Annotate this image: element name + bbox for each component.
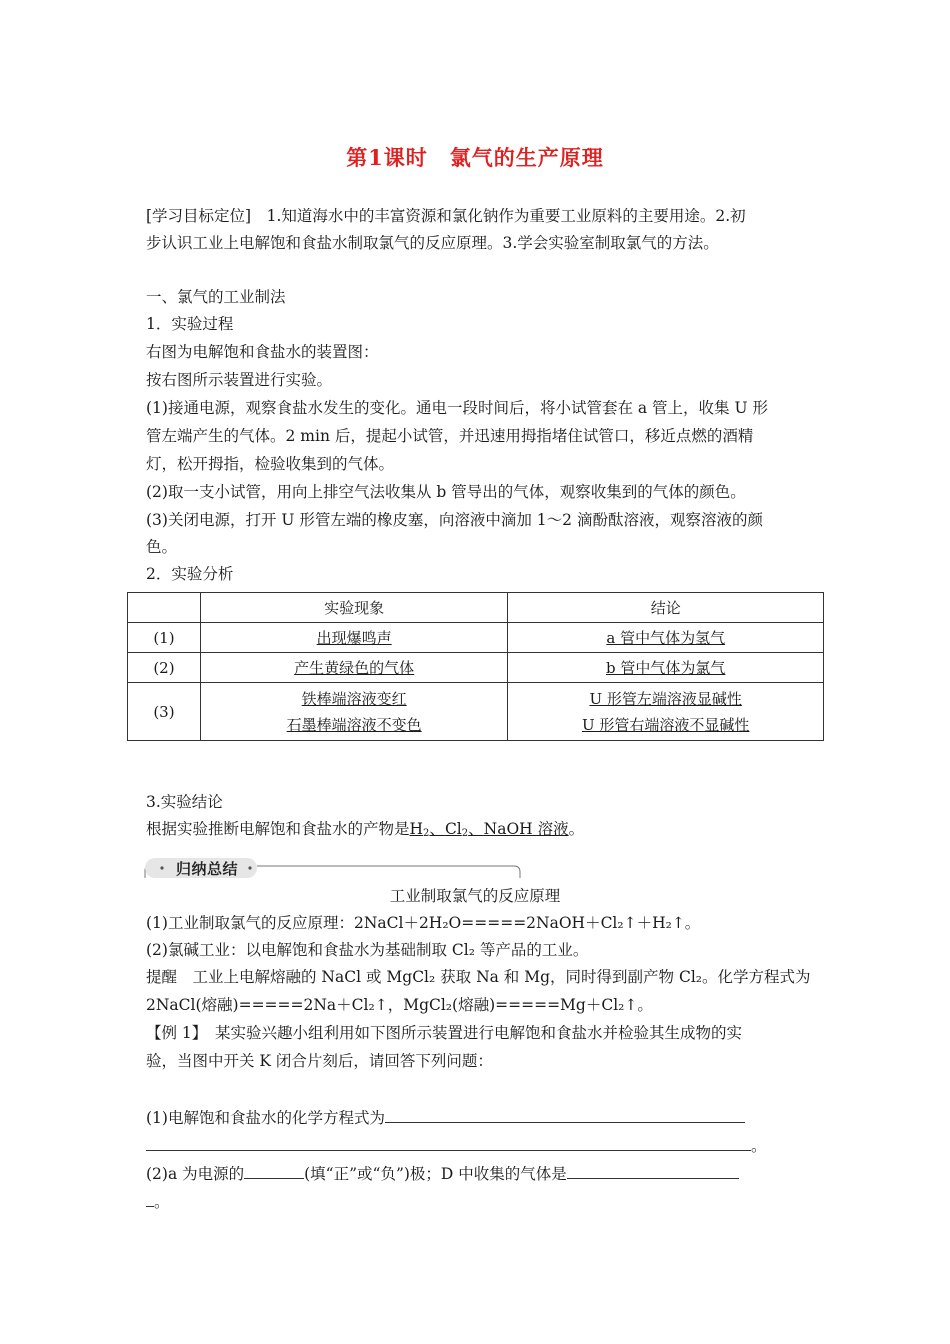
conclusion-cell: U 形管右端溶液不显碱性	[582, 715, 750, 734]
example-line: 验，当图中开关 K 闭合片刻后，请回答下列问题：	[146, 1052, 493, 1070]
step-1-line: 管左端产生的气体。2 min 后，提起小试管，并迅速用拇指堵住试管口，移近点燃的酒精	[146, 427, 754, 445]
lesson-title: 第1课时 氯气的生产原理	[346, 145, 604, 170]
table-row	[128, 623, 824, 653]
objectives-line-1: [学习目标定位] 1.知道海水中的丰富资源和氯化钠作为重要工业原料的主要用途。2.初	[146, 207, 746, 225]
answer-blank[interactable]	[244, 1160, 304, 1179]
table-header-cell	[128, 593, 201, 623]
conclusion-cell: U 形管左端溶液显碱性	[589, 689, 742, 708]
example-line: 【例 1】 某实验兴趣小组利用如下图所示装置进行电解饱和食盐水并检验其生成物的实	[146, 1024, 743, 1042]
question-2: (2)a 为电源的 (填“正”或“负”)极；D 中收集的气体是	[146, 1160, 826, 1187]
phenomenon-cell: 铁棒端溶液变红	[301, 689, 407, 708]
summary-badge: 归纳总结	[176, 860, 239, 878]
question-2-continued: 。	[146, 1188, 826, 1215]
question-1-continued: 。	[146, 1132, 826, 1159]
summary-banner	[142, 856, 524, 880]
phenomenon-cell: 石墨棒端溶液不变色	[286, 715, 422, 734]
answer-blank[interactable]	[567, 1160, 739, 1179]
step-3-line: (3)关闭电源，打开 U 形管左端的橡皮塞，向溶液中滴加 1～2 滴酚酞溶液，观察溶液的颜	[146, 511, 763, 529]
table-header-row	[128, 593, 824, 623]
tip-line: 2NaCl(熔融)=====2Na＋Cl₂↑，MgCl₂(熔融)=====Mg＋Cl₂↑。	[146, 996, 653, 1014]
table-header-cell: 实验现象	[200, 593, 508, 623]
conclusion-cell: b 管中气体为氯气	[606, 658, 726, 677]
row-index: (1)	[128, 623, 201, 653]
objectives-line-2: 步认识工业上电解饱和食盐水制取氯气的反应原理。3.学会实验室制取氯气的方法。	[146, 234, 719, 252]
row-index: (2)	[128, 653, 201, 683]
phenomenon-cell: 出现爆鸣声	[316, 628, 392, 647]
phenomenon-cell: 产生黄绿色的气体	[294, 658, 415, 677]
summary-chlor-alkali: (2)氯碱工业：以电解饱和食盐水为基础制取 Cl₂ 等产品的工业。	[146, 941, 589, 959]
step-2-line: (2)取一支小试管，用向上排空气法收集从 b 管导出的气体，观察收集到的气体的颜色。	[146, 483, 746, 501]
conclusion-text: 根据实验推断电解饱和食盐水的产物是$H_2$、$Cl_2$、NaOH 溶液。	[146, 820, 585, 839]
paragraph: 按右图所示装置进行实验。	[146, 371, 333, 389]
subheading-process: 1．实验过程	[146, 315, 234, 333]
section-heading: 一、氯气的工业制法	[146, 288, 286, 306]
summary-reaction: (1)工业制取氯气的反应原理：2NaCl＋2H₂O=====2NaOH＋Cl₂↑＋H₂↑。	[146, 914, 701, 932]
conclusion-heading: 3.实验结论	[146, 793, 223, 811]
summary-title: 工业制取氯气的反应原理	[389, 887, 561, 905]
table-header-cell: 结论	[508, 593, 824, 623]
question-1: (1)电解饱和食盐水的化学方程式为	[146, 1104, 826, 1131]
paragraph: 右图为电解饱和食盐水的装置图：	[146, 343, 379, 361]
step-1-line: (1)接通电源，观察食盐水发生的变化。通电一段时间后，将小试管套在 a 管上，收集 U 形	[146, 399, 768, 417]
tip-line: 提醒 工业上电解熔融的 NaCl 或 MgCl₂ 获取 Na 和 Mg，同时得到副产物 Cl₂。化学方程式为	[146, 968, 811, 986]
table-row	[128, 683, 824, 741]
analysis-table	[127, 592, 824, 741]
row-index: (3)	[128, 683, 201, 741]
subheading-analysis: 2．实验分析	[146, 565, 234, 583]
answer-blank[interactable]	[385, 1104, 745, 1123]
step-1-line: 灯，松开拇指，检验收集到的气体。	[146, 455, 395, 473]
answer-blank[interactable]	[146, 1132, 751, 1151]
conclusion-cell: a 管中气体为氢气	[606, 628, 726, 647]
table-row	[128, 653, 824, 683]
step-3-line: 色。	[146, 538, 178, 556]
answer-blank[interactable]	[146, 1188, 154, 1207]
